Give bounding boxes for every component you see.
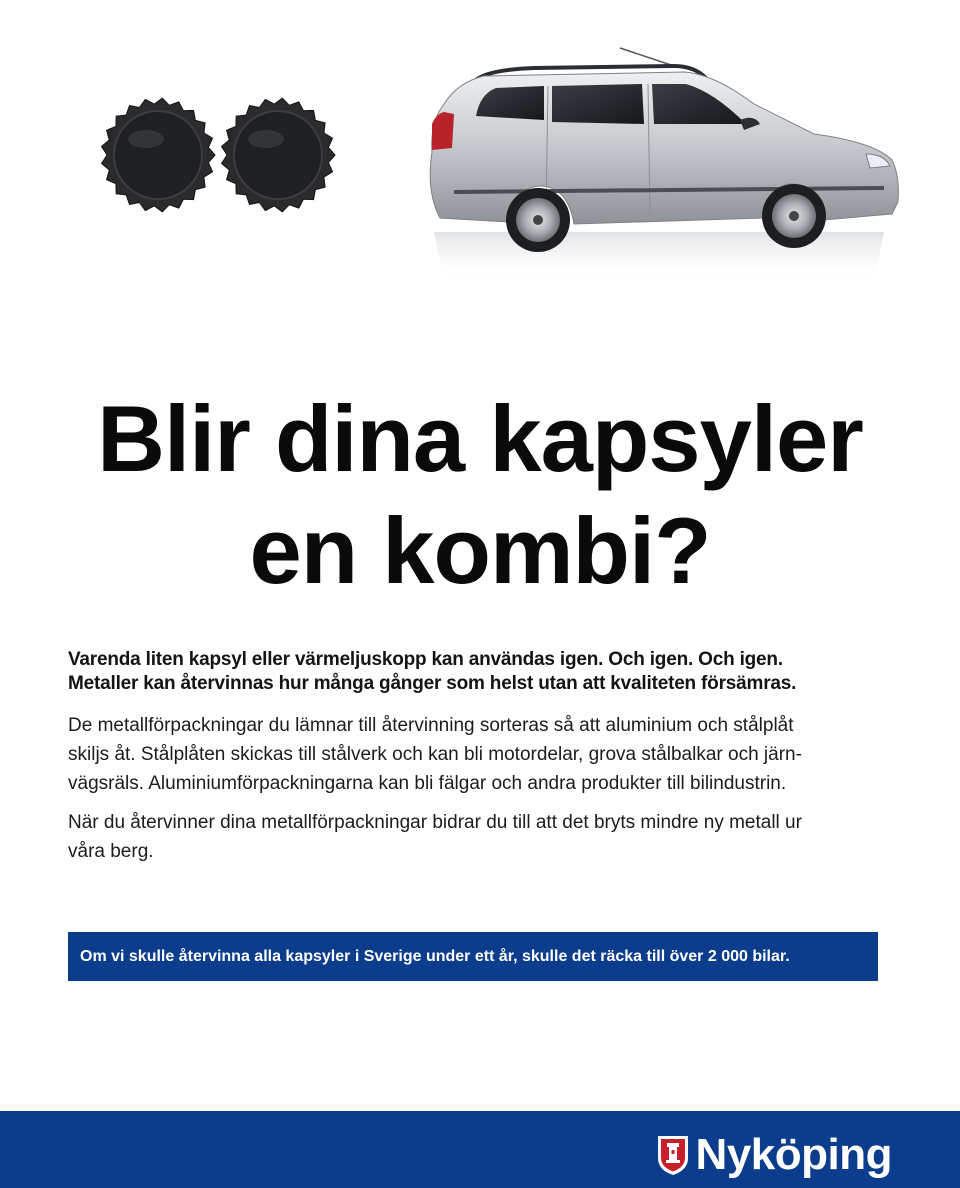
station-wagon-car-icon (414, 42, 914, 292)
lede-line: Varenda liten kapsyl eller värmeljuskopp kan användas igen. Och igen. Och igen. (68, 649, 783, 670)
body-paragraph (68, 711, 898, 798)
headline-line: Blir dina kapsyler (97, 386, 863, 491)
lede-paragraph (68, 648, 898, 696)
lede-line: Metaller kan återvinnas hur många gånger som helst utan att kvaliteten försämras. (68, 673, 797, 694)
nykoping-logo[interactable] (656, 1130, 892, 1179)
headline (0, 383, 960, 607)
body-line: skiljs åt. Stålplåten skickas till stålverk och kan bli motordelar, grova stålbalkar och järn- (68, 744, 802, 765)
body-line: De metallförpackningar du lämnar till återvinning sorteras så att aluminium och stålplåt (68, 715, 794, 736)
body-line: våra berg. (68, 841, 154, 862)
bottle-cap-icon (222, 98, 335, 212)
fact-box: Om vi skulle återvinna alla kapsyler i Sverige under ett år, skulle det räcka till över 2 000 bilar. (68, 932, 878, 981)
body-paragraph (68, 808, 898, 866)
footer-bar (0, 1111, 960, 1188)
bottle-cap-icon (102, 98, 215, 212)
nykoping-crest-icon (656, 1134, 690, 1176)
bottle-caps-icon (96, 94, 344, 216)
logo-text: Nyköping (695, 1130, 892, 1179)
body-line: vägsräls. Aluminiumförpackningarna kan bli fälgar och andra produkter till bilindustrin. (68, 773, 787, 794)
body-line: När du återvinner dina metallförpackningar bidrar du till att det bryts mindre ny metall ur (68, 812, 802, 833)
headline-line: en kombi? (249, 498, 711, 603)
